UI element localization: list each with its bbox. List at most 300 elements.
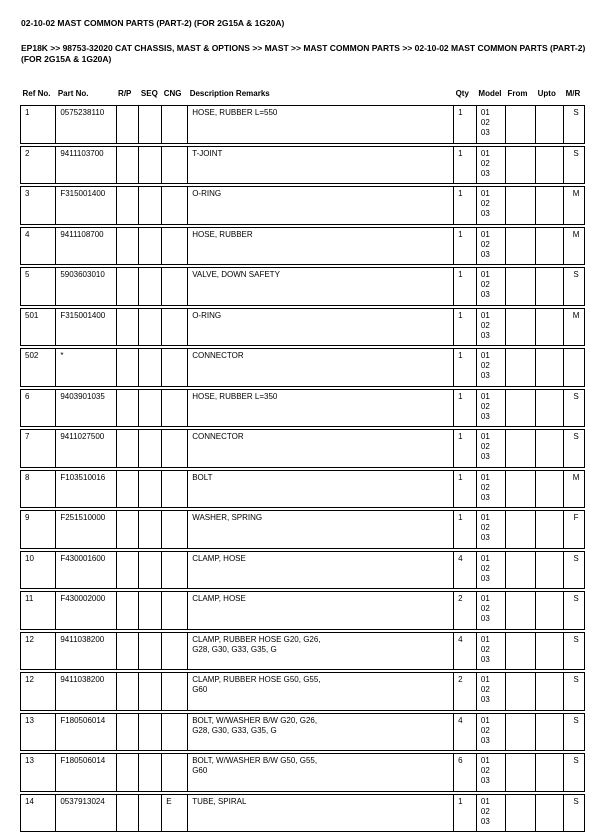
cell-cng — [162, 227, 188, 265]
model-code: 02 — [480, 118, 490, 127]
model-code: 01 — [480, 391, 490, 401]
model-code: 03 — [480, 290, 490, 299]
cell-from — [506, 632, 536, 670]
cell-qty: 1 — [454, 430, 477, 468]
cell-from — [506, 146, 536, 184]
cell-model — [476, 146, 505, 184]
cell-mr: S — [564, 632, 585, 670]
cell-seq — [139, 430, 162, 468]
model-code: 02 — [480, 806, 490, 816]
model-code: 02 — [480, 644, 490, 654]
cell-qty: 1 — [454, 470, 477, 508]
cell-from — [506, 713, 536, 751]
cell-model — [476, 511, 505, 549]
cell-rp — [116, 430, 139, 468]
col-header-desc: Description Remarks — [189, 88, 270, 98]
model-code: 01 — [480, 675, 490, 684]
cell-desc — [188, 511, 454, 549]
description-line: WASHER, SPRING — [192, 513, 263, 522]
model-code: 03 — [480, 654, 490, 664]
model-code: 02 — [480, 442, 490, 451]
description-line: CLAMP, RUBBER HOSE G20, G26, — [192, 634, 321, 644]
cell-part: F315001400 — [56, 187, 116, 225]
cell-seq — [139, 470, 162, 508]
description-line: G60 — [192, 685, 208, 694]
cell-ref: 501 — [21, 308, 56, 346]
cell-mr: S — [564, 551, 585, 589]
cell-part: F180506014 — [56, 713, 116, 751]
cell-seq — [139, 187, 162, 225]
cell-cng: E — [162, 794, 188, 832]
cell-cng — [162, 187, 188, 225]
cell-cng — [162, 430, 188, 468]
table-row — [21, 551, 585, 589]
cell-desc — [188, 470, 454, 508]
cell-qty: 1 — [454, 511, 477, 549]
cell-seq — [139, 511, 162, 549]
table-row — [21, 187, 585, 225]
cell-upto — [536, 592, 564, 630]
cell-mr — [564, 349, 585, 387]
col-header-qty: Qty — [455, 88, 469, 98]
cell-cng — [162, 470, 188, 508]
table-row — [21, 632, 585, 670]
cell-qty: 1 — [454, 106, 477, 144]
cell-part: 9411103700 — [56, 146, 116, 184]
model-code: 01 — [480, 270, 490, 279]
cell-cng — [162, 713, 188, 751]
cell-cng — [162, 146, 188, 184]
table-row — [21, 511, 585, 549]
cell-cng — [162, 551, 188, 589]
col-header-part: Part No. — [57, 88, 89, 98]
cell-cng — [162, 632, 188, 670]
cell-qty: 4 — [454, 551, 477, 589]
cell-ref: 9 — [21, 511, 56, 549]
model-code: 01 — [480, 432, 490, 441]
cell-ref: 12 — [21, 632, 56, 670]
cell-qty: 4 — [454, 713, 477, 751]
cell-part: 5903603010 — [56, 268, 116, 306]
cell-model — [476, 389, 505, 427]
cell-upto — [536, 389, 564, 427]
cell-upto — [536, 511, 564, 549]
cell-upto — [536, 794, 564, 832]
cell-rp — [116, 713, 139, 751]
cell-mr: S — [564, 106, 585, 144]
cell-upto — [536, 430, 564, 468]
cell-model — [476, 794, 505, 832]
cell-desc — [188, 187, 454, 225]
description-line: CLAMP, HOSE — [192, 594, 246, 603]
col-header-mr: M/R — [565, 88, 581, 98]
description-line: BOLT, W/WASHER B/W G50, G55, — [192, 756, 318, 765]
description-line: CONNECTOR — [192, 351, 244, 360]
cell-upto — [536, 754, 564, 792]
cell-upto — [536, 713, 564, 751]
cell-mr: M — [564, 187, 585, 225]
cell-cng — [162, 349, 188, 387]
cell-part: F430001600 — [56, 551, 116, 589]
cell-seq — [139, 268, 162, 306]
model-code: 03 — [480, 330, 490, 340]
table-row — [21, 794, 585, 832]
cell-qty: 1 — [454, 227, 477, 265]
cell-seq — [139, 592, 162, 630]
cell-part: 9403901035 — [56, 389, 116, 427]
description-line: TUBE, SPIRAL — [192, 796, 247, 806]
cell-seq — [139, 754, 162, 792]
cell-seq — [139, 673, 162, 711]
table-row — [21, 268, 585, 306]
cell-from — [506, 511, 536, 549]
cell-from — [506, 551, 536, 589]
cell-rp — [116, 551, 139, 589]
model-code: 01 — [480, 472, 490, 482]
cell-desc — [188, 308, 454, 346]
cell-desc — [188, 106, 454, 144]
col-header-model: Model — [478, 88, 502, 98]
model-code: 01 — [480, 634, 490, 644]
breadcrumb: EP18K >> 98753-32020 CAT CHASSIS, MAST & OPTIONS >> MAST >> MAST COMMON PARTS >> 02-10-02 MAST COMMON PARTS (PART-2) (FOR 2G15A & 1G20A) — [21, 43, 586, 64]
cell-qty: 1 — [454, 389, 477, 427]
model-code: 03 — [480, 492, 490, 502]
cell-part: F315001400 — [56, 308, 116, 346]
cell-model — [476, 187, 505, 225]
cell-part: F103510016 — [56, 470, 116, 508]
cell-cng — [162, 592, 188, 630]
model-code: 03 — [480, 573, 490, 583]
model-code: 03 — [480, 614, 490, 623]
cell-cng — [162, 389, 188, 427]
cell-mr: M — [564, 308, 585, 346]
cell-mr: M — [564, 470, 585, 508]
cell-seq — [139, 106, 162, 144]
model-code: 01 — [480, 796, 490, 806]
cell-mr: M — [564, 227, 585, 265]
cell-ref: 8 — [21, 470, 56, 508]
cell-seq — [139, 713, 162, 751]
parts-table-body — [21, 106, 585, 832]
description-line: CONNECTOR — [192, 432, 244, 441]
cell-qty: 4 — [454, 632, 477, 670]
cell-mr: S — [564, 268, 585, 306]
cell-cng — [162, 511, 188, 549]
model-code: 01 — [480, 148, 490, 158]
cell-part: 9411038200 — [56, 632, 116, 670]
cell-model — [476, 713, 505, 751]
cell-model — [476, 430, 505, 468]
cell-model — [476, 227, 505, 265]
cell-rp — [116, 146, 139, 184]
model-code: 02 — [480, 401, 490, 411]
cell-from — [506, 430, 536, 468]
cell-part: F251510000 — [56, 511, 116, 549]
cell-model — [476, 673, 505, 711]
cell-desc — [188, 146, 454, 184]
cell-mr: F — [564, 511, 585, 549]
cell-from — [506, 673, 536, 711]
cell-ref: 11 — [21, 592, 56, 630]
col-header-from: From — [507, 88, 528, 98]
model-code: 01 — [480, 513, 490, 522]
description-line: G28, G30, G33, G35, G — [192, 644, 277, 654]
cell-upto — [536, 551, 564, 589]
cell-seq — [139, 632, 162, 670]
cell-ref: 2 — [21, 146, 56, 184]
description-line: O-RING — [192, 310, 222, 320]
table-row — [21, 713, 585, 751]
cell-ref: 4 — [21, 227, 56, 265]
model-code: 03 — [480, 533, 490, 542]
cell-cng — [162, 106, 188, 144]
table-row — [21, 146, 585, 184]
model-code: 01 — [480, 351, 490, 360]
cell-ref: 10 — [21, 551, 56, 589]
cell-rp — [116, 673, 139, 711]
description-line: G28, G30, G33, G35, G — [192, 725, 277, 735]
cell-ref: 14 — [21, 794, 56, 832]
cell-model — [476, 470, 505, 508]
model-code: 02 — [480, 766, 490, 775]
cell-mr: S — [564, 389, 585, 427]
cell-upto — [536, 673, 564, 711]
cell-model — [476, 268, 505, 306]
cell-part: 0537913024 — [56, 794, 116, 832]
cell-rp — [116, 308, 139, 346]
cell-seq — [139, 146, 162, 184]
model-code: 03 — [480, 452, 490, 461]
cell-ref: 5 — [21, 268, 56, 306]
model-code: 03 — [480, 411, 490, 421]
cell-rp — [116, 268, 139, 306]
cell-upto — [536, 187, 564, 225]
cell-rp — [116, 389, 139, 427]
cell-qty: 1 — [454, 268, 477, 306]
cell-from — [506, 227, 536, 265]
cell-from — [506, 187, 536, 225]
cell-mr: S — [564, 673, 585, 711]
table-row — [21, 106, 585, 144]
table-row — [21, 227, 585, 265]
col-header-upto: Upto — [537, 88, 556, 98]
col-header-cng: CNG — [163, 88, 182, 98]
model-code: 02 — [480, 725, 490, 735]
cell-seq — [139, 389, 162, 427]
description-line: CLAMP, RUBBER HOSE G50, G55, — [192, 675, 321, 684]
cell-desc — [188, 794, 454, 832]
model-code: 02 — [480, 482, 490, 492]
cell-part: 9411038200 — [56, 673, 116, 711]
cell-seq — [139, 227, 162, 265]
cell-upto — [536, 106, 564, 144]
cell-part: 0575238110 — [56, 106, 116, 144]
cell-upto — [536, 146, 564, 184]
cell-ref: 12 — [21, 673, 56, 711]
model-code: 03 — [480, 816, 490, 826]
cell-qty: 2 — [454, 592, 477, 630]
table-row — [21, 349, 585, 387]
model-code: 01 — [480, 189, 490, 198]
cell-desc — [188, 389, 454, 427]
cell-cng — [162, 308, 188, 346]
cell-rp — [116, 349, 139, 387]
description-line: CLAMP, HOSE — [192, 553, 246, 563]
cell-cng — [162, 268, 188, 306]
cell-qty: 2 — [454, 673, 477, 711]
cell-ref: 13 — [21, 713, 56, 751]
description-line: HOSE, RUBBER — [192, 229, 253, 239]
model-code: 03 — [480, 128, 490, 137]
cell-ref: 1 — [21, 106, 56, 144]
cell-seq — [139, 308, 162, 346]
cell-mr: S — [564, 592, 585, 630]
cell-ref: 502 — [21, 349, 56, 387]
cell-seq — [139, 551, 162, 589]
cell-cng — [162, 673, 188, 711]
model-code: 02 — [480, 320, 490, 330]
model-code: 01 — [480, 553, 490, 563]
cell-rp — [116, 592, 139, 630]
cell-upto — [536, 349, 564, 387]
cell-mr: S — [564, 146, 585, 184]
model-code: 03 — [480, 249, 490, 259]
cell-rp — [116, 754, 139, 792]
cell-from — [506, 470, 536, 508]
cell-seq — [139, 349, 162, 387]
cell-desc — [188, 673, 454, 711]
description-line: BOLT, W/WASHER B/W G20, G26, — [192, 715, 318, 725]
cell-from — [506, 106, 536, 144]
cell-upto — [536, 470, 564, 508]
description-line: BOLT — [192, 472, 213, 482]
model-code: 02 — [480, 563, 490, 573]
cell-part: F180506014 — [56, 754, 116, 792]
cell-from — [506, 389, 536, 427]
cell-from — [506, 308, 536, 346]
model-code: 02 — [480, 604, 490, 613]
cell-upto — [536, 268, 564, 306]
model-code: 02 — [480, 361, 490, 370]
cell-part: 9411108700 — [56, 227, 116, 265]
cell-desc — [188, 268, 454, 306]
model-code: 02 — [480, 685, 490, 694]
cell-rp — [116, 632, 139, 670]
table-row — [21, 308, 585, 346]
model-code: 03 — [480, 776, 490, 785]
cell-from — [506, 592, 536, 630]
col-header-ref: Ref No. — [22, 88, 51, 98]
cell-ref: 13 — [21, 754, 56, 792]
cell-mr: S — [564, 430, 585, 468]
cell-mr: S — [564, 713, 585, 751]
cell-upto — [536, 632, 564, 670]
cell-qty: 1 — [454, 794, 477, 832]
cell-rp — [116, 470, 139, 508]
cell-part: * — [56, 349, 116, 387]
cell-qty: 1 — [454, 349, 477, 387]
model-code: 03 — [480, 695, 490, 704]
cell-from — [506, 754, 536, 792]
cell-upto — [536, 308, 564, 346]
cell-desc — [188, 227, 454, 265]
cell-desc — [188, 754, 454, 792]
model-code: 03 — [480, 735, 490, 745]
cell-ref: 6 — [21, 389, 56, 427]
description-line: VALVE, DOWN SAFETY — [192, 270, 280, 279]
cell-desc — [188, 632, 454, 670]
cell-ref: 7 — [21, 430, 56, 468]
description-line: G60 — [192, 766, 208, 775]
table-row — [21, 592, 585, 630]
table-row — [21, 754, 585, 792]
cell-from — [506, 268, 536, 306]
cell-rp — [116, 794, 139, 832]
table-row — [21, 673, 585, 711]
cell-desc — [188, 551, 454, 589]
cell-desc — [188, 349, 454, 387]
cell-model — [476, 754, 505, 792]
parts-table — [20, 86, 585, 832]
model-code: 02 — [480, 523, 490, 532]
table-row — [21, 430, 585, 468]
cell-desc — [188, 430, 454, 468]
description-line: O-RING — [192, 189, 222, 198]
cell-qty: 1 — [454, 187, 477, 225]
table-row — [21, 389, 585, 427]
table-row — [21, 470, 585, 508]
description-line: HOSE, RUBBER L=350 — [192, 391, 278, 401]
cell-mr: S — [564, 794, 585, 832]
model-code: 03 — [480, 168, 490, 178]
cell-mr: S — [564, 754, 585, 792]
model-code: 03 — [480, 209, 490, 218]
cell-desc — [188, 713, 454, 751]
model-code: 02 — [480, 199, 490, 208]
cell-model — [476, 308, 505, 346]
cell-qty: 1 — [454, 308, 477, 346]
cell-part: 9411027500 — [56, 430, 116, 468]
model-code: 02 — [480, 239, 490, 249]
cell-rp — [116, 187, 139, 225]
cell-from — [506, 349, 536, 387]
model-code: 01 — [480, 715, 490, 725]
cell-model — [476, 106, 505, 144]
cell-model — [476, 632, 505, 670]
model-code: 01 — [480, 108, 490, 117]
cell-part: F430002000 — [56, 592, 116, 630]
cell-model — [476, 592, 505, 630]
cell-model — [476, 349, 505, 387]
model-code: 02 — [480, 158, 490, 168]
cell-from — [506, 794, 536, 832]
description-line: T-JOINT — [192, 148, 223, 158]
description-line: HOSE, RUBBER L=550 — [192, 108, 278, 117]
cell-model — [476, 551, 505, 589]
cell-rp — [116, 106, 139, 144]
model-code: 01 — [480, 310, 490, 320]
cell-ref: 3 — [21, 187, 56, 225]
model-code: 01 — [480, 229, 490, 239]
table-header-row — [21, 86, 585, 100]
model-code: 01 — [480, 756, 490, 765]
cell-rp — [116, 227, 139, 265]
col-header-rp: R/P — [118, 88, 132, 98]
cell-qty: 1 — [454, 146, 477, 184]
cell-qty: 6 — [454, 754, 477, 792]
cell-rp — [116, 511, 139, 549]
cell-desc — [188, 592, 454, 630]
